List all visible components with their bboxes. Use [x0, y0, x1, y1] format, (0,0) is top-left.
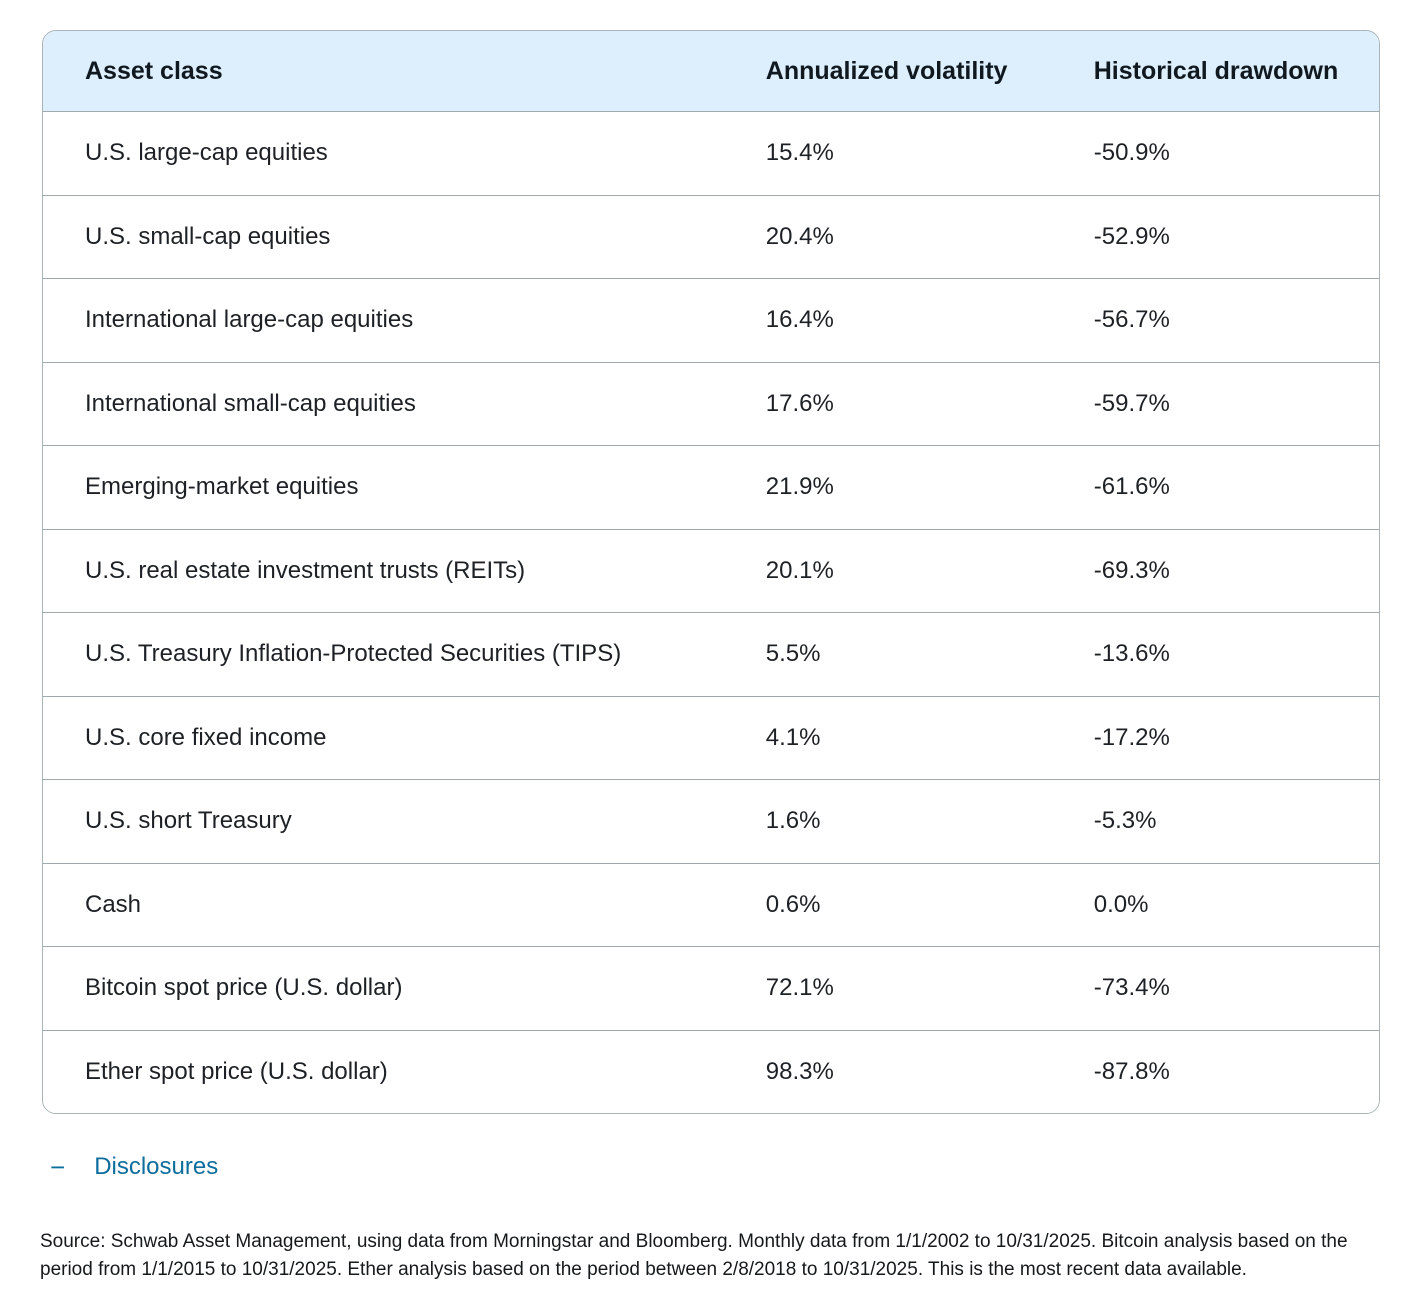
- historical-drawdown-cell: -87.8%: [1093, 1057, 1170, 1085]
- source-note: Source: Schwab Asset Management, using data from Morningstar and Bloomberg. Monthly data from 1/1/2002 to 10/31/2025. Bitcoin analysis based on the period from 1/1/2015 to 10/31/2025. Ether analysis based on the period between 2/8/2018 to 10/31/2025. This is the most recent data available.: [40, 1231, 1348, 1280]
- annualized-volatility-cell: 16.4%: [765, 306, 834, 334]
- historical-drawdown-cell: 0.0%: [1093, 890, 1149, 918]
- asset-class-cell: Bitcoin spot price (U.S. dollar): [85, 974, 403, 1002]
- table-row: [43, 612, 1379, 696]
- historical-drawdown-cell: -56.7%: [1093, 306, 1170, 334]
- historical-drawdown-cell: -73.4%: [1093, 974, 1170, 1002]
- table-body: [43, 111, 1379, 1113]
- table-row: [43, 1030, 1379, 1114]
- asset-class-cell: U.S. Treasury Inflation-Protected Securities (TIPS): [85, 640, 622, 668]
- historical-drawdown-cell: -17.2%: [1093, 723, 1170, 751]
- annualized-volatility-cell: 0.6%: [765, 890, 821, 918]
- column-header-annualized-volatility: Annualized volatility: [765, 56, 1008, 85]
- table-row: [43, 863, 1379, 947]
- annualized-volatility-cell: 15.4%: [765, 139, 834, 167]
- asset-class-cell: Ether spot price (U.S. dollar): [85, 1057, 388, 1085]
- annualized-volatility-cell: 5.5%: [765, 640, 821, 668]
- column-header-historical-drawdown: Historical drawdown: [1093, 56, 1339, 85]
- annualized-volatility-cell: 17.6%: [765, 389, 834, 417]
- table-row: [43, 195, 1379, 279]
- table-row: [43, 696, 1379, 780]
- disclosures-toggle[interactable]: [50, 1152, 218, 1182]
- historical-drawdown-cell: -69.3%: [1093, 556, 1170, 584]
- table-row: [43, 529, 1379, 613]
- table-header-row: [43, 31, 1379, 111]
- table-row: [43, 362, 1379, 446]
- asset-class-cell: International large-cap equities: [85, 306, 414, 334]
- asset-class-cell: International small-cap equities: [85, 389, 416, 417]
- annualized-volatility-cell: 72.1%: [765, 974, 834, 1002]
- asset-class-cell: U.S. core fixed income: [85, 723, 327, 751]
- annualized-volatility-cell: 21.9%: [765, 473, 834, 501]
- table-row: [43, 946, 1379, 1030]
- table-row: [43, 445, 1379, 529]
- historical-drawdown-cell: -13.6%: [1093, 640, 1170, 668]
- historical-drawdown-cell: -52.9%: [1093, 222, 1170, 250]
- annualized-volatility-cell: 20.4%: [765, 222, 834, 250]
- annualized-volatility-cell: 1.6%: [765, 807, 821, 835]
- table-row: [43, 779, 1379, 863]
- disclosures-link[interactable]: Disclosures: [94, 1153, 219, 1180]
- collapse-minus-icon[interactable]: −: [50, 1152, 66, 1182]
- historical-drawdown-cell: -59.7%: [1093, 389, 1170, 417]
- column-header-asset-class: Asset class: [85, 56, 223, 85]
- asset-class-cell: U.S. short Treasury: [85, 807, 292, 835]
- table-row: [43, 111, 1379, 195]
- asset-class-cell: U.S. large-cap equities: [85, 139, 328, 167]
- historical-drawdown-cell: -61.6%: [1093, 473, 1170, 501]
- annualized-volatility-cell: 4.1%: [765, 723, 821, 751]
- annualized-volatility-cell: 20.1%: [765, 556, 834, 584]
- historical-drawdown-cell: -5.3%: [1093, 807, 1157, 835]
- asset-class-cell: Emerging-market equities: [85, 473, 359, 501]
- asset-class-cell: Cash: [85, 890, 142, 918]
- historical-drawdown-cell: -50.9%: [1093, 139, 1170, 167]
- volatility-drawdown-table: [42, 30, 1380, 1114]
- asset-class-cell: U.S. real estate investment trusts (REITs): [85, 556, 526, 584]
- annualized-volatility-cell: 98.3%: [765, 1057, 834, 1085]
- table-row: [43, 278, 1379, 362]
- asset-class-cell: U.S. small-cap equities: [85, 222, 331, 250]
